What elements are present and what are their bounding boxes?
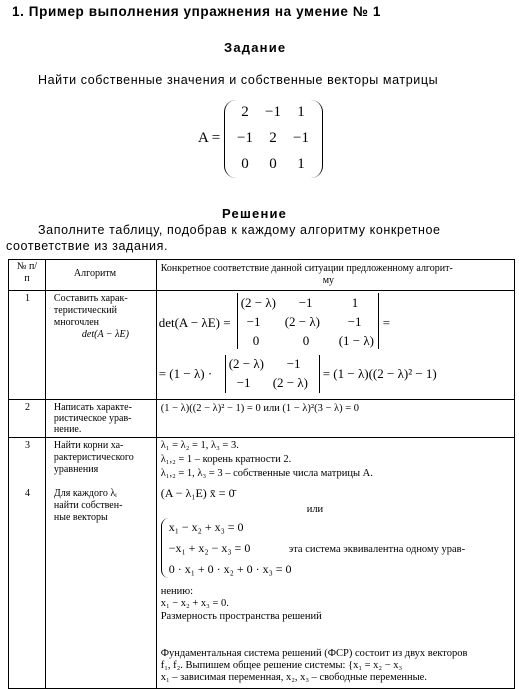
instruction-line-1: Заполните таблицу, подобрав к каждому алгоритму конкретное — [38, 223, 441, 237]
det-right-bar — [378, 293, 379, 349]
fsr-line: f₁, f₂. Выпишем общее решение системы: {x₁ = x₂ − x₃ — [160, 660, 403, 671]
alg-line: ные векторы — [53, 512, 108, 523]
dimension-text: Размерность пространства решений — [160, 611, 322, 622]
eigenvalues-line: λ₁,₂ = 1, λ₃ = 3 – собственные числа матрицы A. — [160, 468, 373, 479]
header-algorithm: Алгоритм — [73, 268, 117, 279]
matrix-label: A = — [198, 130, 221, 146]
minor-right-bar — [319, 355, 320, 393]
det-cell: 0 — [302, 333, 310, 348]
matrix-cell: −1 — [265, 104, 281, 120]
task-text: Найти собственные значения и собственные векторы матрицы — [38, 73, 439, 87]
alg-line: теристический — [53, 305, 117, 316]
or-label: или — [306, 504, 324, 515]
minor-cell: −1 — [236, 375, 251, 390]
row-num: 1 — [25, 293, 30, 304]
solution-heading: Решение — [222, 206, 288, 221]
det-cell: 0 — [252, 333, 260, 348]
matrix-cell: 0 — [241, 156, 249, 172]
matrix-cell: 2 — [241, 104, 249, 120]
minor-cell: −1 — [286, 356, 301, 371]
minor-left-bar — [225, 355, 226, 393]
row-num: 2 — [25, 402, 30, 413]
matrix-cell: 1 — [297, 104, 305, 120]
alg-line: Для каждого λᵢ — [53, 488, 117, 499]
det-cell: −1 — [298, 295, 313, 310]
minor-cell: (2 − λ) — [228, 356, 264, 371]
single-equation: x₁ − x₂ + x₃ = 0. — [160, 598, 229, 609]
det-eq: = — [382, 315, 391, 330]
det-left-bar — [237, 293, 238, 349]
alg-line: det(A − λE) — [81, 329, 129, 340]
system-eq: 0 · x₁ + 0 · x₂ + 0 · x₃ = 0 — [168, 562, 292, 576]
alg-line: найти собствен- — [53, 500, 123, 511]
alg-line: Найти корни ха- — [53, 440, 124, 451]
matrix-a — [198, 100, 338, 180]
system-eq: x₁ − x₂ + x₃ = 0 — [168, 520, 244, 534]
alg-line: Написать характе- — [53, 402, 132, 413]
matrix-cell: −1 — [293, 130, 309, 146]
nenie-text: нению: — [160, 586, 193, 597]
matrix-cell: 1 — [297, 156, 305, 172]
equivalence-text: эта система эквивалентна одному урав- — [288, 544, 466, 555]
alg-line: нение. — [53, 424, 82, 435]
instruction-line-2: соответствие из задания. — [6, 239, 169, 253]
alg-line: ристическое урав- — [53, 413, 132, 424]
exp-rhs: = (1 − λ)((2 − λ)² − 1) — [322, 366, 437, 381]
alg-line: Составить харак- — [53, 293, 128, 304]
header-correspondence-line-2: му — [322, 275, 335, 286]
alg-line: многочлен — [53, 317, 100, 328]
det-lhs: det(A − λE) = — [158, 315, 231, 330]
header-num: № п/п — [16, 261, 38, 284]
fsr-line: x₁ – зависимая переменная, x₂, x₃ – свободные переменные. — [160, 672, 427, 683]
det-cell: (1 − λ) — [338, 333, 374, 348]
alg-line: рактеристического — [53, 452, 134, 463]
det-cell: −1 — [347, 314, 362, 329]
det-cell: −1 — [246, 314, 261, 329]
row-num: 4 — [25, 488, 30, 499]
task-heading: Задание — [224, 40, 287, 55]
det-cell: (2 − λ) — [284, 314, 320, 329]
solution-table — [8, 259, 515, 689]
alg-line: уравнения — [53, 464, 99, 475]
table-row — [9, 438, 515, 689]
det-cell: (2 − λ) — [240, 295, 276, 310]
table-header-row — [9, 260, 515, 291]
matrix-cell: 2 — [269, 130, 277, 146]
table-row — [9, 400, 515, 438]
multiplicity-line: λ₁,₂ = 1 – корень кратности 2. — [160, 454, 292, 465]
char-equation: (1 − λ)((2 − λ)² − 1) = 0 или (1 − λ)²(3 − λ) = 0 — [160, 403, 360, 414]
system-eq: −x₁ + x₂ − x₃ = 0 — [168, 541, 251, 555]
table-row — [9, 291, 515, 400]
matrix-cell: 0 — [269, 156, 277, 172]
minor-cell: (2 − λ) — [272, 375, 308, 390]
exercise-title: 1. Пример выполнения упражнения на умение № 1 — [12, 4, 381, 19]
row-num: 3 — [25, 440, 30, 451]
matrix-cell: −1 — [237, 130, 253, 146]
exp-lhs: = (1 − λ) · — [158, 366, 213, 381]
det-cell: 1 — [351, 295, 359, 310]
vector-equation: (A − λ₁E) x̄ = 0̄ — [160, 486, 235, 500]
fsr-line: Фундаментальная система решений (ФСР) состоит из двух векторов — [160, 648, 468, 659]
header-correspondence-line-1: Конкретное соответствие данной ситуации предложенному алгорит- — [160, 263, 453, 274]
roots-line: λ₁ = λ₂ = 1, λ₃ = 3. — [160, 440, 239, 451]
